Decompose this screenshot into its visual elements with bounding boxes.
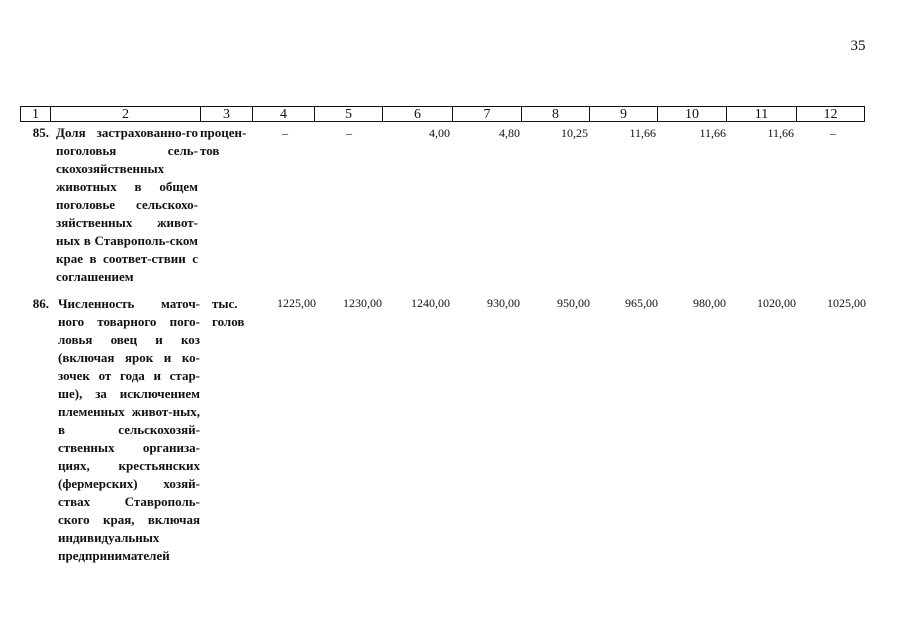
row-number: 86. — [32, 296, 49, 311]
page-number: 35 — [850, 38, 866, 54]
indicator-text: Доля застрахованно-го поголовья сель-скохозяйственных животных в общем поголовье сельскохо-зяйственных живот-ных в Ставрополь-ском крае в соответ-ствии с соглашением — [56, 125, 198, 284]
header-cell-2: 2 — [51, 107, 201, 121]
value-cell: 1025,00 — [827, 296, 866, 310]
value-cell: 1020,00 — [757, 296, 796, 310]
value-cell: 930,00 — [487, 296, 520, 310]
header-cell-5: 5 — [315, 107, 383, 121]
value-cell: 11,66 — [699, 126, 726, 140]
header-cell-4: 4 — [253, 107, 315, 121]
header-cell-12: 12 — [823, 107, 838, 122]
header-cell-10: 10 — [658, 107, 727, 121]
unit-text: процен-тов — [200, 125, 247, 158]
header-cell-7: 7 — [453, 107, 522, 121]
value-cell: – — [282, 126, 288, 140]
value-cell: 950,00 — [557, 296, 590, 310]
header-cell-6: 6 — [383, 107, 453, 121]
row-number: 85. — [32, 125, 49, 140]
value-cell: 1240,00 — [411, 296, 450, 310]
value-cell: 980,00 — [693, 296, 726, 310]
header-cell-3: 3 — [201, 107, 253, 121]
value-cell: 1230,00 — [343, 296, 382, 310]
value-cell: 965,00 — [625, 296, 658, 310]
table-header-row — [20, 106, 865, 122]
unit-text: тыс. голов — [212, 296, 245, 329]
value-cell: – — [346, 126, 352, 140]
header-cell-11: 11 — [727, 107, 797, 121]
value-cell: 4,80 — [499, 126, 520, 140]
header-cell-1: 1 — [21, 107, 51, 121]
value-cell: 10,25 — [561, 126, 588, 140]
value-cell: 11,66 — [629, 126, 656, 140]
value-cell: – — [830, 126, 836, 140]
value-cell: 4,00 — [429, 126, 450, 140]
indicator-text: Численность маточ-ного товарного пого-ловья овец и коз (включая ярок и ко-зочек от года и стар-ше), за исключением племенных живот-ных, в сельскохозяй-ственных организа-циях, крестьянских (фермерских) хозяй-ствах Ставрополь-ского края, включая индивидуальных предпринимателей — [58, 296, 200, 563]
header-cell-9: 9 — [590, 107, 658, 121]
value-cell: 1225,00 — [277, 296, 316, 310]
value-cell: 11,66 — [767, 126, 794, 140]
header-cell-8: 8 — [522, 107, 590, 121]
